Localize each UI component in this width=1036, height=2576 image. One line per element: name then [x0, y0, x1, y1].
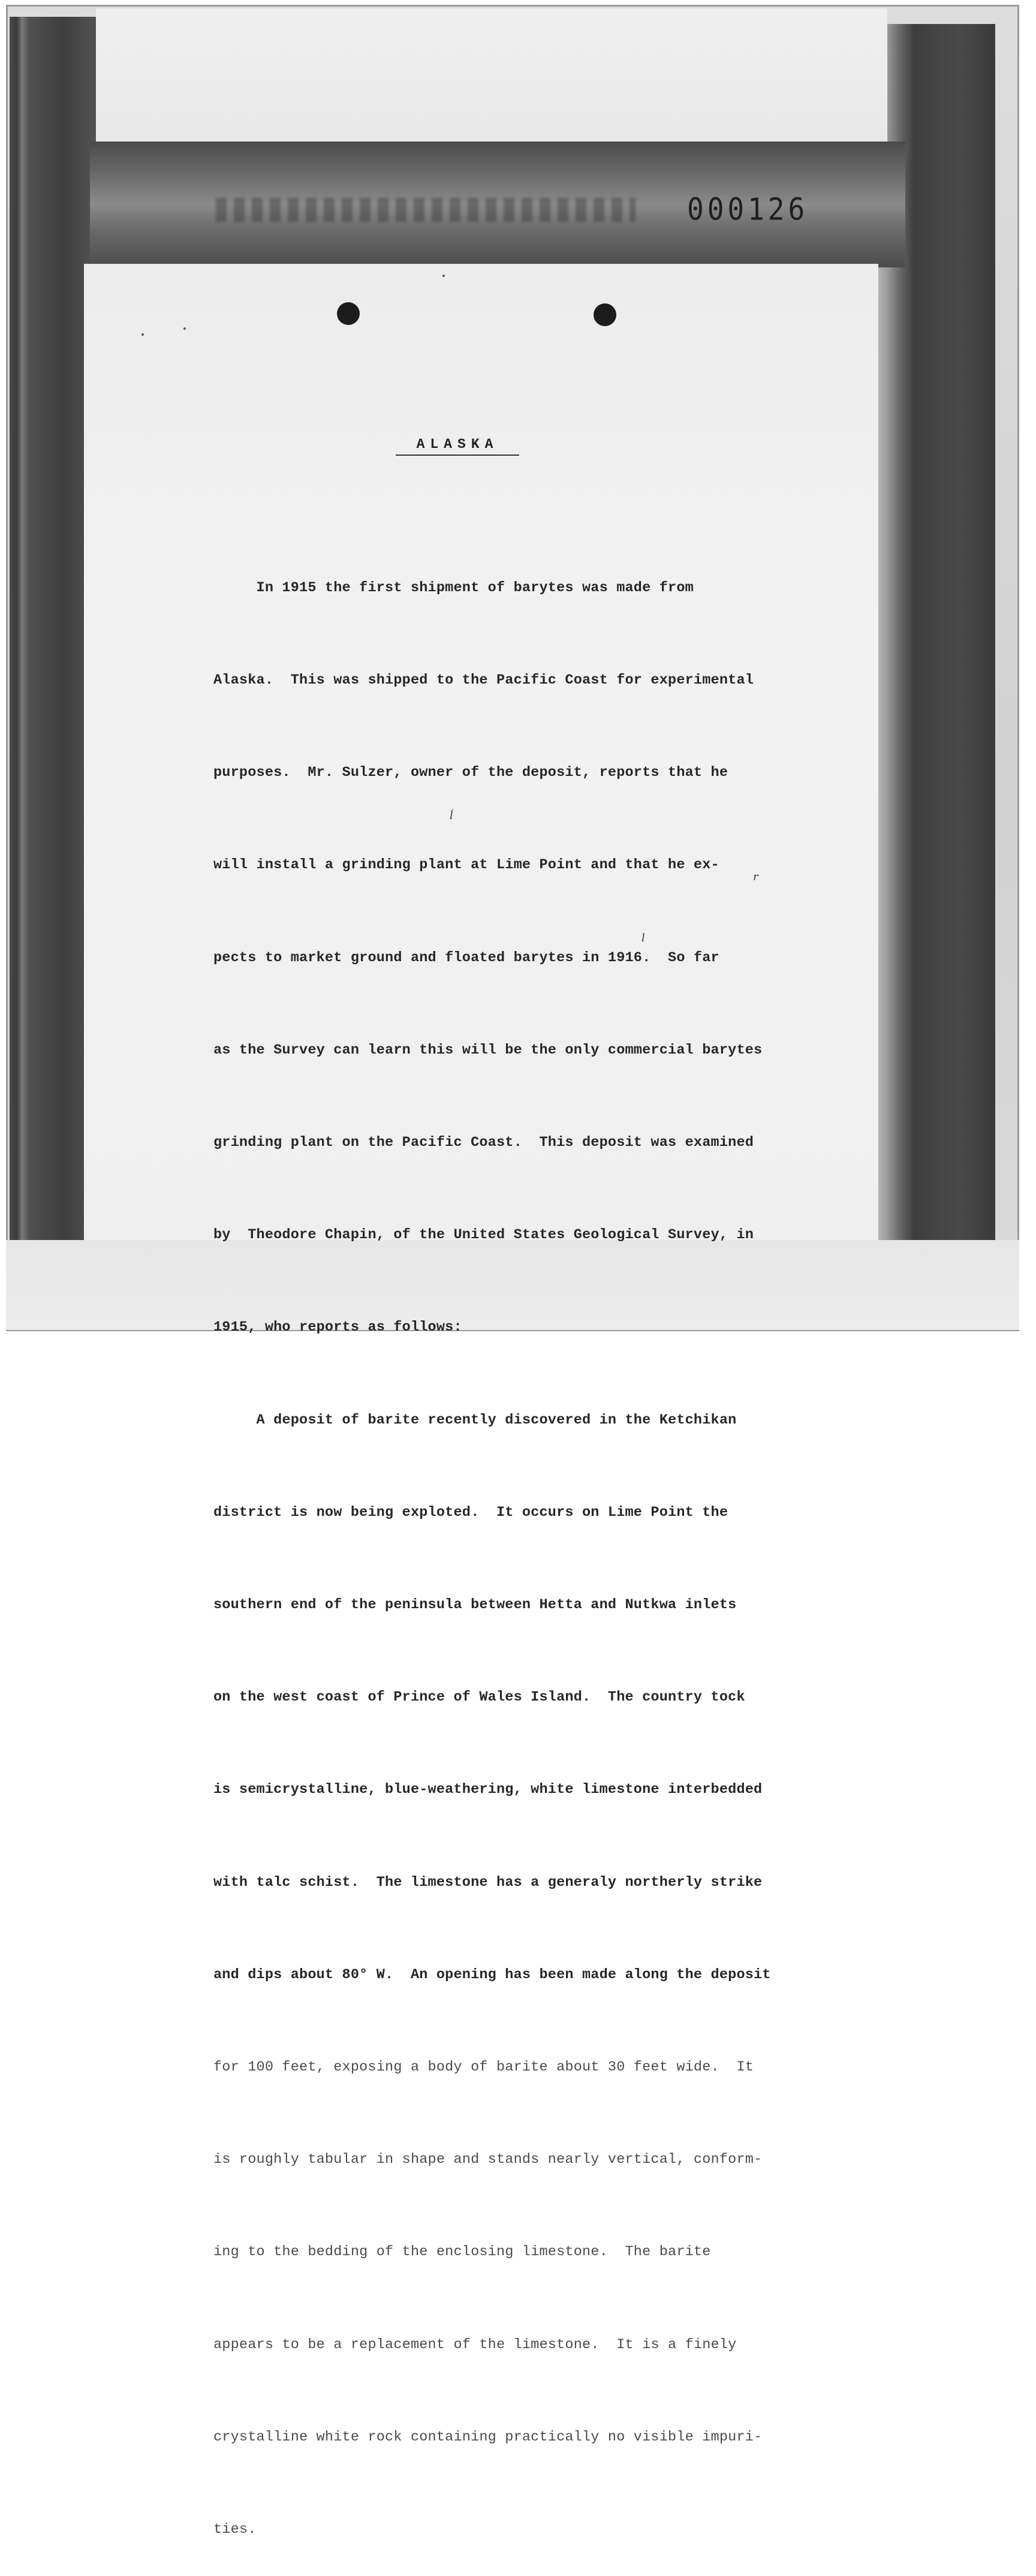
text-line: with talc schist. The limestone has a generaly northerly strike — [213, 1874, 763, 1891]
text-line: and dips about 80° W. An opening has been made along the deposit — [213, 1966, 771, 1983]
text-line: grinding plant on the Pacific Coast. This deposit was examined — [213, 1134, 754, 1151]
dust-speck — [442, 275, 445, 277]
text-line: on the west coast of Prince of Wales Island. The country tock — [213, 1689, 745, 1706]
handwritten-correction-generally: l — [642, 932, 645, 944]
page-title: ALASKA — [396, 437, 519, 456]
document-stamp-number: 000126 — [687, 191, 809, 227]
text-line: for 100 feet, exposing a body of barite about 30 feet wide. It — [213, 2059, 754, 2076]
text-line: southern end of the peninsula between Hetta and Nutkwa inlets — [213, 1597, 737, 1614]
text-line: purposes. Mr. Sulzer, owner of the deposit, reports that he — [213, 765, 728, 781]
text-line: is semicrystalline, blue-weathering, white limestone interbedded — [213, 1781, 763, 1798]
text-line: pects to market ground and floated barytes in 1916. So far — [213, 949, 719, 966]
text-line: ing to the bedding of the enclosing limestone. The barite — [213, 2244, 711, 2261]
handwritten-correction-rock: r — [753, 871, 758, 883]
text-line: appears to be a replacement of the limestone. It is a finely — [213, 2336, 737, 2353]
top-paper-slip — [96, 8, 887, 145]
text-line: as the Survey can learn this will be the only commercial barytes — [213, 1042, 763, 1058]
text-line: Alaska. This was shipped to the Pacific Coast for experimental — [213, 672, 754, 689]
dust-speck — [141, 333, 144, 336]
handwritten-correction-exploited: ĺ — [450, 809, 453, 822]
punch-hole-right — [594, 303, 616, 326]
text-line: is roughly tabular in shape and stands nearly vertical, conform- — [213, 2151, 763, 2168]
faded-ghost-text — [216, 198, 636, 222]
text-line: will install a grinding plant at Lime Point and that he ex- — [213, 857, 719, 874]
text-line: In 1915 the first shipment of barytes was made from — [213, 579, 694, 596]
punch-hole-left — [337, 302, 360, 325]
text-line: district is now being exploted. It occurs on Lime Point the — [213, 1504, 728, 1521]
text-line: ties. — [213, 2521, 257, 2538]
text-line: crystalline white rock containing practically no visible impuri- — [213, 2428, 763, 2445]
text-line: by Theodore Chapin, of the United States Geological Survey, in — [213, 1227, 754, 1244]
text-line: A deposit of barite recently discovered in the Ketchikan — [213, 1412, 737, 1428]
dust-speck — [183, 327, 186, 330]
body-text — [213, 511, 837, 2576]
text-line: 1915, who reports as follows: — [213, 1319, 462, 1336]
